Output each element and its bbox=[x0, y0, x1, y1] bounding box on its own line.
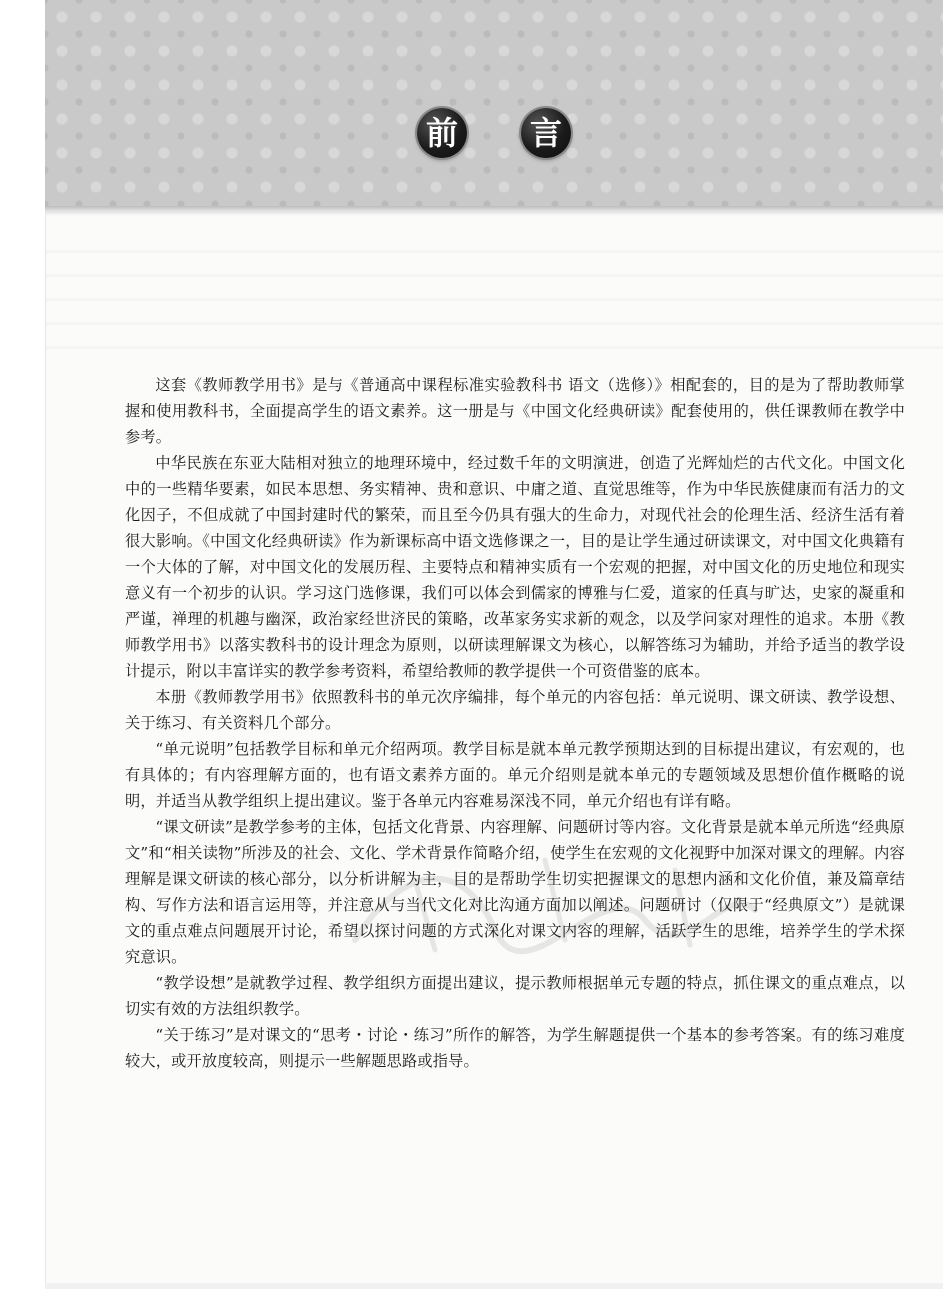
preface-body bbox=[125, 372, 905, 1074]
paragraph: 本册《教师教学用书》依照教科书的单元次序编排，每个单元的内容包括：单元说明、课文研读、教学设想、关于练习、有关资料几个部分。 bbox=[125, 688, 905, 732]
paragraph: “单元说明”包括教学目标和单元介绍两项。教学目标是就本单元教学预期达到的目标提出建议，有宏观的，也有具体的；有内容理解方面的，也有语文素养方面的。单元介绍则是就本单元的专题领域及思想价值作概略的说明，并适当从教学组织上提出建议。鉴于各单元内容难易深浅不同，单元介绍也有详有略。 bbox=[125, 740, 905, 810]
paragraph: “关于练习”是对课文的“思考・讨论・练习”所作的解答，为学生解题提供一个基本的参考答案。有的练习难度较大，或开放度较高，则提示一些解题思路或指导。 bbox=[125, 1026, 905, 1070]
paragraph: “教学设想”是就教学过程、教学组织方面提出建议，提示教师根据单元专题的特点，抓住课文的重点难点，以切实有效的方法组织教学。 bbox=[125, 974, 905, 1018]
paragraph: 这套《教师教学用书》是与《普通高中课程标准实验教科书 语文（选修）》相配套的，目的是为了帮助教师掌握和使用教科书，全面提高学生的语文素养。这一册是与《中国文化经典研读》配套使用的，供任课教师在教学中参考。 bbox=[125, 376, 905, 446]
show-through-lines bbox=[45, 230, 943, 370]
paragraph: “课文研读”是教学参考的主体，包括文化背景、内容理解、问题研讨等内容。文化背景是就本单元所选“经典原文”和“相关读物”所涉及的社会、文化、学术背景作简略介绍，使学生在宏观的文化视野中加深对课文的理解。内容理解是课文研读的核心部分，以分析讲解为主，目的是帮助学生切实把握课文的思想内涵和文化价值，兼及篇章结构、写作方法和语言运用等，并注意从与当代文化对比沟通方面加以阐述。问题研讨（仅限于“经典原文”）是就课文的重点难点问题展开讨论，希望以探讨问题的方式深化对课文内容的理解，活跃学生的思维，培养学生的学术探究意识。 bbox=[125, 818, 905, 966]
page-bottom-edge bbox=[45, 1283, 943, 1289]
banner-edge bbox=[45, 206, 943, 216]
title-char-1: 前 bbox=[417, 108, 467, 158]
header-banner bbox=[45, 0, 943, 213]
title-char-2: 言 bbox=[521, 108, 571, 158]
page-title bbox=[45, 108, 943, 158]
document-page bbox=[45, 0, 943, 1285]
paragraph: 中华民族在东亚大陆相对独立的地理环境中，经过数千年的文明演进，创造了光辉灿烂的古代文化。中国文化中的一些精华要素，如民本思想、务实精神、贵和意识、中庸之道、直觉思维等，作为中华民族健康而有活力的文化因子，不但成就了中国封建时代的繁荣，而且至今仍具有强大的生命力，对现代社会的伦理生活、经济生活有着很大影响。《中国文化经典研读》作为新课标高中语文选修课之一，目的是让学生通过研读课文，对中国文化典籍有一个大体的了解，对中国文化的发展历程、主要特点和精神实质有一个宏观的把握，对中国文化的历史地位和现实意义有一个初步的认识。学习这门选修课，我们可以体会到儒家的博雅与仁爱，道家的任真与旷达，史家的凝重和严谨，禅理的机趣与幽深，政治家经世济民的策略，改革家务实求新的观念，以及学问家对理性的追求。本册《教师教学用书》以落实教科书的设计理念为原则，以研读理解课文为核心，以解答练习为辅助，并给予适当的教学设计提示，附以丰富详实的教学参考资料，希望给教师的教学提供一个可资借鉴的底本。 bbox=[125, 454, 905, 680]
